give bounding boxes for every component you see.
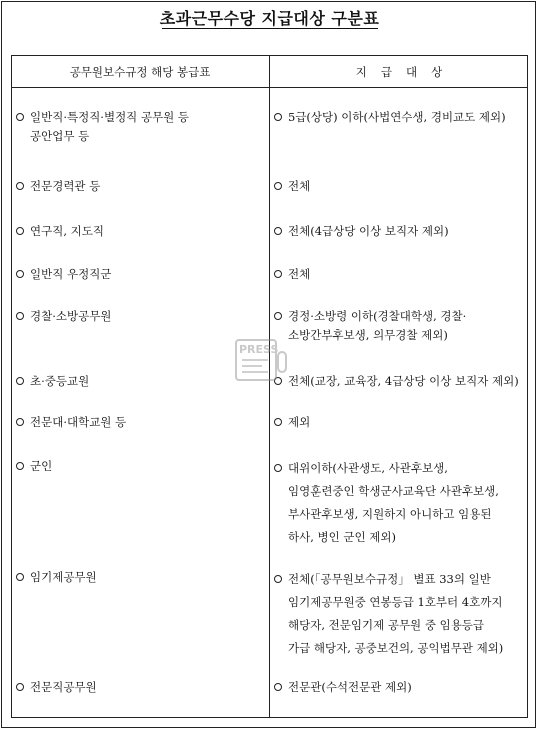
bullet-icon <box>16 182 24 190</box>
table-row-right: 전문관(수석전문관 제외) <box>274 678 412 697</box>
table-row-left: 연구직, 지도직 <box>16 222 104 241</box>
header-eligible-target: 지급대상 <box>355 65 457 79</box>
table-row-right: 경정·소방령 이하(경찰대학생, 경찰· 소방간부후보생, 의무경찰 제외) <box>274 307 466 345</box>
table-row-left: 군인 <box>16 457 52 476</box>
table-row-right: 전체(「공무원보수규정」 별표 33의 일반 임기제공무원중 연봉등급 1호부터 4호까지 해당자, 전문임기제 공무원 중 임용등급 가급 해당자, 공중보건의, 공익법무관 제외) <box>274 568 503 660</box>
bullet-icon <box>274 464 282 472</box>
bullet-icon <box>16 312 24 320</box>
title-underline <box>162 28 378 29</box>
bullet-icon <box>274 270 282 278</box>
bullet-icon <box>16 573 24 581</box>
table-row-left: 임기제공무원 <box>16 568 97 587</box>
bullet-icon <box>274 182 282 190</box>
document-title: 초과근무수당 지급대상 구분표 <box>159 9 380 28</box>
table-row-right: 5급(상당) 이하(사법연수생, 경비교도 제외) <box>274 108 506 127</box>
table-row-right: 대위이하(사관생도, 사관후보생, 임영훈련중인 학생군사교육단 사관후보생, 부사관후보생, 지원하지 아니하고 임용된 하사, 병인 군인 제외) <box>274 457 499 549</box>
bullet-icon <box>16 227 24 235</box>
table-row-right: 전체(4급상당 이상 보직자 제외) <box>274 222 449 241</box>
table-row-left: 전문대·대학교원 등 <box>16 413 126 432</box>
table-row-left: 일반직 우정직군 <box>16 265 111 284</box>
table-row-right: 전체(교장, 교육장, 4급상당 이상 보직자 제외) <box>274 372 519 391</box>
bullet-icon <box>16 377 24 385</box>
table-row-right: 전체 <box>274 177 310 196</box>
column-divider <box>269 55 270 718</box>
table-row-right: 제외 <box>274 413 310 432</box>
bullet-icon <box>274 418 282 426</box>
header-salary-table: 공무원보수규정 해당 봉급표 <box>69 65 211 79</box>
bullet-icon <box>16 270 24 278</box>
press-document-icon <box>234 338 292 384</box>
bullet-icon <box>274 575 282 583</box>
table-row-left: 전문직공무원 <box>16 678 97 697</box>
table-row-left: 전문경력관 등 <box>16 177 100 196</box>
bullet-icon <box>16 113 24 121</box>
bullet-icon <box>274 227 282 235</box>
bullet-icon <box>274 312 282 320</box>
table-row-left: 일반직·특정직·별정직 공무원 등 공안업무 등 <box>16 108 189 146</box>
bullet-icon <box>16 418 24 426</box>
bullet-icon <box>274 683 282 691</box>
bullet-icon <box>274 113 282 121</box>
watermark-label: PRESS <box>239 343 279 356</box>
table-row-left: 초·중등교원 <box>16 372 89 391</box>
table-row-left: 경찰·소방공무원 <box>16 307 111 326</box>
header-divider <box>11 87 528 88</box>
bullet-icon <box>16 462 24 470</box>
table-row-right: 전체 <box>274 265 310 284</box>
bullet-icon <box>16 683 24 691</box>
